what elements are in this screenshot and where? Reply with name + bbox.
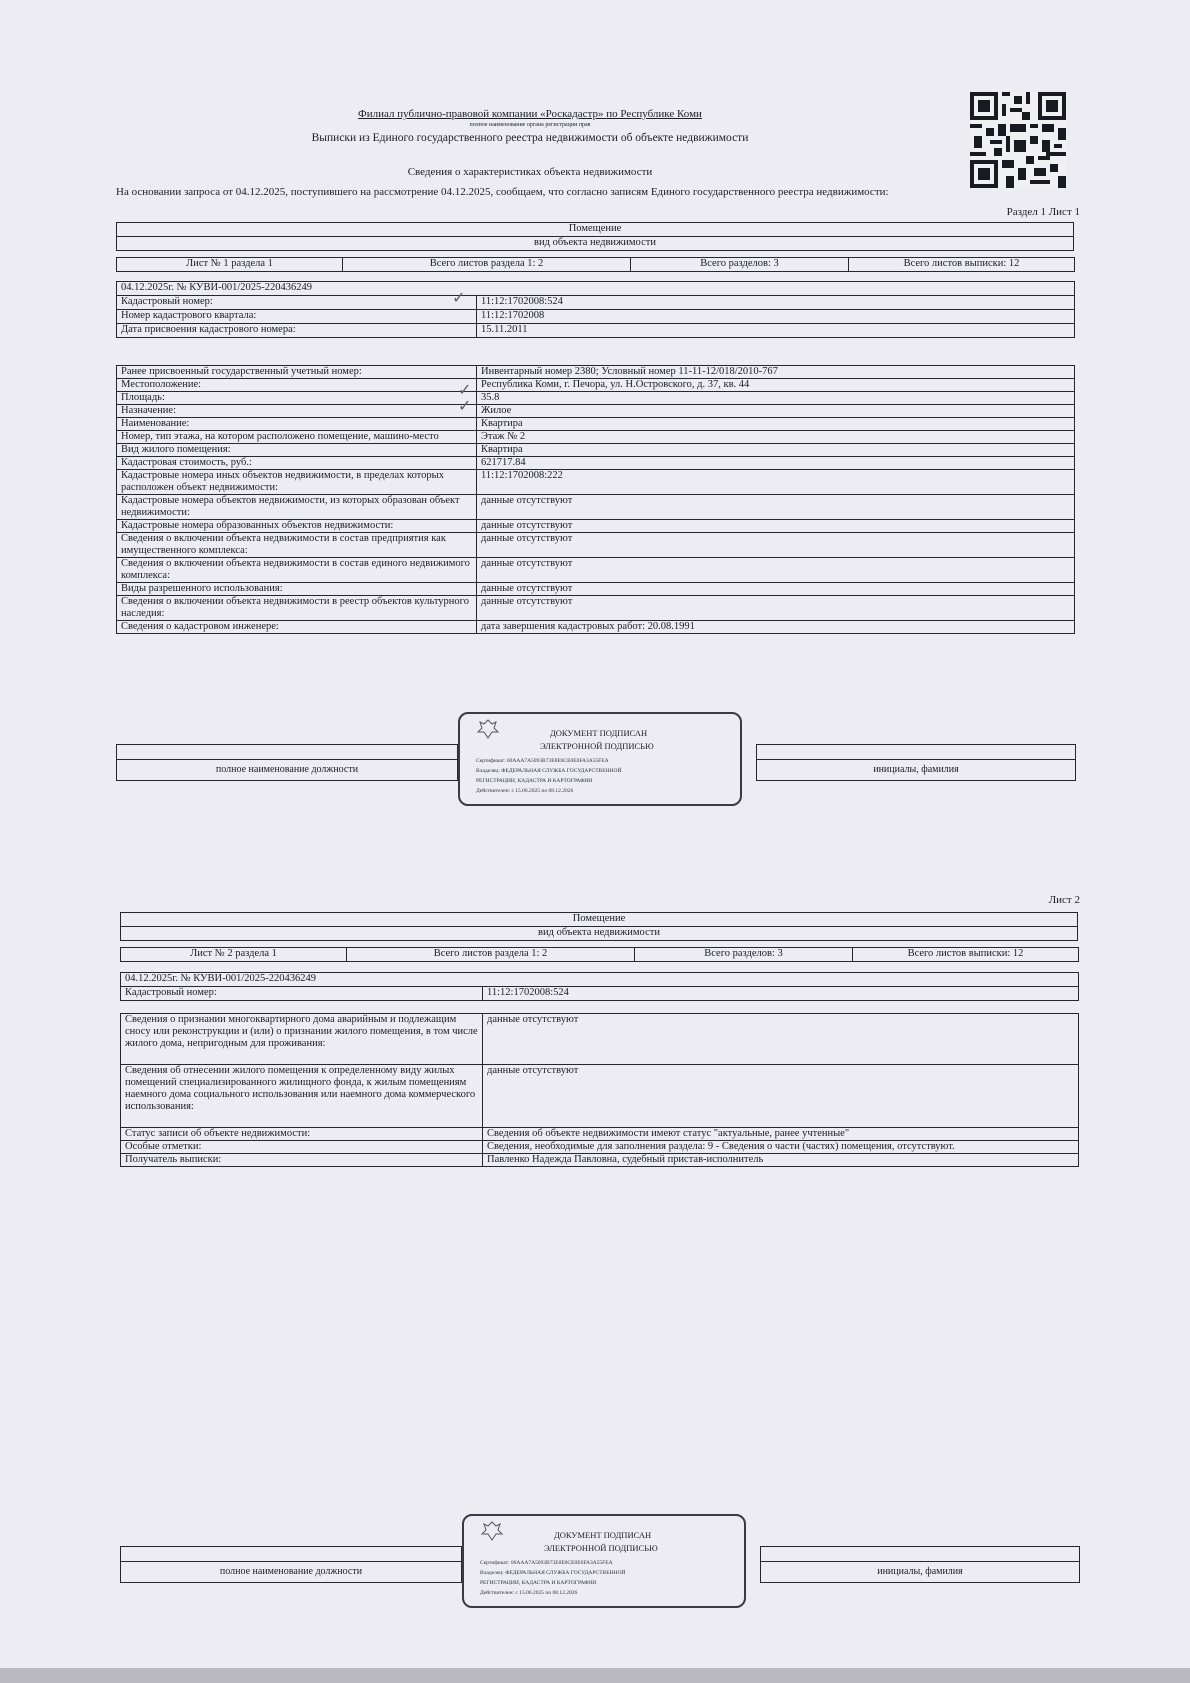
row-key: Кадастровый номер: xyxy=(121,987,483,1001)
characteristics-table xyxy=(116,365,1075,634)
checkmark-icon: ✓ xyxy=(452,290,466,307)
row-key: Вид жилого помещения: xyxy=(117,444,477,457)
cadastral-table-2 xyxy=(120,972,1079,1001)
row-key: Назначение: xyxy=(117,405,477,418)
stamp-owner-2: РЕГИСТРАЦИИ, КАДАСТРА И КАРТОГРАФИИ xyxy=(480,1580,597,1586)
row-value: дата завершения кадастровых работ: 20.08.1991 xyxy=(477,621,1075,634)
row-value: Этаж № 2 xyxy=(477,431,1075,444)
object-kind-caption: вид объекта недвижимости xyxy=(117,237,1074,251)
org-name: Филиал публично-правовой компании «Роскадастр» по Республике Коми xyxy=(358,108,702,120)
row-value: данные отсутствуют xyxy=(477,596,1075,621)
row-value: данные отсутствуют xyxy=(483,1065,1079,1128)
qr-code-icon xyxy=(970,92,1066,188)
row-value: 11:12:1702008:222 xyxy=(477,470,1075,495)
stamp-valid: Действителен: с 15.06.2025 по 08.12.2026 xyxy=(476,788,574,794)
row-key: Номер кадастрового квартала: xyxy=(117,310,477,324)
row-value: данные отсутствуют xyxy=(477,558,1075,583)
row-value: данные отсутствуют xyxy=(477,520,1075,533)
position-blank xyxy=(120,1546,462,1561)
object-kind: Помещение xyxy=(121,913,1078,927)
row-key: Сведения о признании многоквартирного дома аварийным и подлежащим сносу или реконструкции и (или) о признании жилого помещения, в том числе жилого дома, непригодным для проживания: xyxy=(121,1014,483,1065)
row-value: Инвентарный номер 2380; Условный номер 11-11-12/018/2010-767 xyxy=(477,366,1075,379)
name-label: инициалы, фамилия xyxy=(760,1561,1080,1583)
row-value: данные отсутствуют xyxy=(483,1014,1079,1065)
row-key: Кадастровые номера объектов недвижимости, из которых образован объект недвижимости: xyxy=(117,495,477,520)
object-kind: Помещение xyxy=(117,223,1074,237)
stamp-cert: Сертификат: 00AAA7A5093B73E8E0CE0E0FA3A55FEA xyxy=(476,758,609,764)
nav-sections-total: Всего разделов: 3 xyxy=(631,258,849,272)
sheet-label-2: Лист 2 xyxy=(1048,894,1080,906)
stamp-cert: Сертификат: 00AAA7A5093B73E8E0CE0E0FA3A55FEA xyxy=(480,1560,613,1566)
stamp-title-2: ЭЛЕКТРОННОЙ ПОДПИСЬЮ xyxy=(544,1543,658,1553)
row-value: данные отсутствуют xyxy=(477,533,1075,558)
position-blank xyxy=(116,744,458,759)
signature-stamp-1 xyxy=(458,712,742,806)
row-value: данные отсутствуют xyxy=(477,583,1075,596)
registration-number: 04.12.2025г. № КУВИ-001/2025-220436249 xyxy=(121,973,1079,987)
object-header-1 xyxy=(116,222,1074,251)
name-label: инициалы, фамилия xyxy=(756,759,1076,781)
row-key: Сведения об отнесении жилого помещения к определенному виду жилых помещений специализированного жилищного фонда, к жилым помещениям наемного дома социального использования или наемного дома коммерческого использования: xyxy=(121,1065,483,1128)
row-key: Кадастровые номера образованных объектов недвижимости: xyxy=(117,520,477,533)
row-value: Павленко Надежда Павловна, судебный пристав-исполнитель xyxy=(483,1154,1079,1167)
row-value: Квартира xyxy=(477,418,1075,431)
row-key: Сведения о включении объекта недвижимости в реестр объектов культурного наследия: xyxy=(117,596,477,621)
position-label: полное наименование должности xyxy=(116,759,458,781)
stamp-owner-2: РЕГИСТРАЦИИ, КАДАСТРА И КАРТОГРАФИИ xyxy=(476,778,593,784)
row-value: Квартира xyxy=(477,444,1075,457)
document-subtitle: Сведения о характеристиках объекта недвижимости xyxy=(407,166,653,178)
cadastral-table-1 xyxy=(116,281,1075,338)
row-value: 11:12:1702008 xyxy=(477,310,1075,324)
row-key: Виды разрешенного использования: xyxy=(117,583,477,596)
org-caption: полное наименование органа регистрации прав xyxy=(469,122,591,128)
object-kind-caption: вид объекта недвижимости xyxy=(121,927,1078,941)
row-value: 15.11.2011 xyxy=(477,324,1075,338)
scan-edge xyxy=(0,1668,1190,1683)
checkmark-icon: ✓ xyxy=(458,382,472,399)
row-value: Жилое xyxy=(477,405,1075,418)
nav-sections-total: Всего разделов: 3 xyxy=(635,948,853,962)
stamp-owner: Владелец: ФЕДЕРАЛЬНАЯ СЛУЖБА ГОСУДАРСТВЕННОЙ xyxy=(480,1570,626,1576)
row-value: 35.8 xyxy=(477,392,1075,405)
sheet-label-1: Раздел 1 Лист 1 xyxy=(1006,206,1080,218)
row-key: Дата присвоения кадастрового номера: xyxy=(117,324,477,338)
object-header-2 xyxy=(120,912,1078,941)
row-key: Сведения о кадастровом инженере: xyxy=(117,621,477,634)
row-value: Сведения об объекте недвижимости имеют статус "актуальные, ранее учтенные" xyxy=(483,1128,1079,1141)
name-blank xyxy=(760,1546,1080,1561)
stamp-owner: Владелец: ФЕДЕРАЛЬНАЯ СЛУЖБА ГОСУДАРСТВЕННОЙ xyxy=(476,768,622,774)
emblem-icon xyxy=(480,1520,504,1542)
intro-text: На основании запроса от 04.12.2025, поступившего на рассмотрение 04.12.2025, сообщаем, что согласно записям Единого государственного реестра недвижимости: xyxy=(116,186,889,198)
row-value: 11:12:1702008:524 xyxy=(477,296,1075,310)
emblem-icon xyxy=(476,718,500,740)
row-value: Сведения, необходимые для заполнения раздела: 9 - Сведения о части (частях) помещения, отсутствуют. xyxy=(483,1141,1079,1154)
housing-status-table xyxy=(120,1013,1079,1167)
row-key: Получатель выписки: xyxy=(121,1154,483,1167)
row-key: Кадастровые номера иных объектов недвижимости, в пределах которых расположен объект недвижимости: xyxy=(117,470,477,495)
nav-sheets-total: Всего листов выписки: 12 xyxy=(853,948,1079,962)
stamp-title: ДОКУМЕНТ ПОДПИСАН xyxy=(554,1530,652,1540)
sheet-nav-2 xyxy=(120,947,1079,962)
stamp-valid: Действителен: с 15.06.2025 по 08.12.2026 xyxy=(480,1590,578,1596)
row-key: Кадастровый номер: xyxy=(117,296,477,310)
nav-sheets-in-section: Всего листов раздела 1: 2 xyxy=(347,948,635,962)
row-key: Сведения о включении объекта недвижимости в состав предприятия как имущественного комплекса: xyxy=(117,533,477,558)
stamp-title-2: ЭЛЕКТРОННОЙ ПОДПИСЬЮ xyxy=(540,741,654,751)
row-value: Республика Коми, г. Печора, ул. Н.Островского, д. 37, кв. 44 xyxy=(477,379,1075,392)
nav-sheets-in-section: Всего листов раздела 1: 2 xyxy=(343,258,631,272)
signature-stamp-2 xyxy=(462,1514,746,1608)
row-key: Сведения о включении объекта недвижимости в состав единого недвижимого комплекса: xyxy=(117,558,477,583)
nav-sheet-no: Лист № 2 раздела 1 xyxy=(121,948,347,962)
document-title: Выписки из Единого государственного реестра недвижимости об объекте недвижимости xyxy=(311,132,749,144)
row-key: Кадастровая стоимость, руб.: xyxy=(117,457,477,470)
row-value: данные отсутствуют xyxy=(477,495,1075,520)
registration-number: 04.12.2025г. № КУВИ-001/2025-220436249 xyxy=(117,282,1075,296)
row-key: Особые отметки: xyxy=(121,1141,483,1154)
row-value: 621717.84 xyxy=(477,457,1075,470)
stamp-title: ДОКУМЕНТ ПОДПИСАН xyxy=(550,728,648,738)
row-key: Площадь: xyxy=(117,392,477,405)
checkmark-icon: ✓ xyxy=(458,398,472,415)
position-label: полное наименование должности xyxy=(120,1561,462,1583)
nav-sheet-no: Лист № 1 раздела 1 xyxy=(117,258,343,272)
name-blank xyxy=(756,744,1076,759)
row-key: Ранее присвоенный государственный учетный номер: xyxy=(117,366,477,379)
nav-sheets-total: Всего листов выписки: 12 xyxy=(849,258,1075,272)
row-key: Местоположение: xyxy=(117,379,477,392)
row-value: 11:12:1702008:524 xyxy=(483,987,1079,1001)
row-key: Наименование: xyxy=(117,418,477,431)
row-key: Номер, тип этажа, на котором расположено помещение, машино-место xyxy=(117,431,477,444)
sheet-nav-1 xyxy=(116,257,1075,272)
row-key: Статус записи об объекте недвижимости: xyxy=(121,1128,483,1141)
